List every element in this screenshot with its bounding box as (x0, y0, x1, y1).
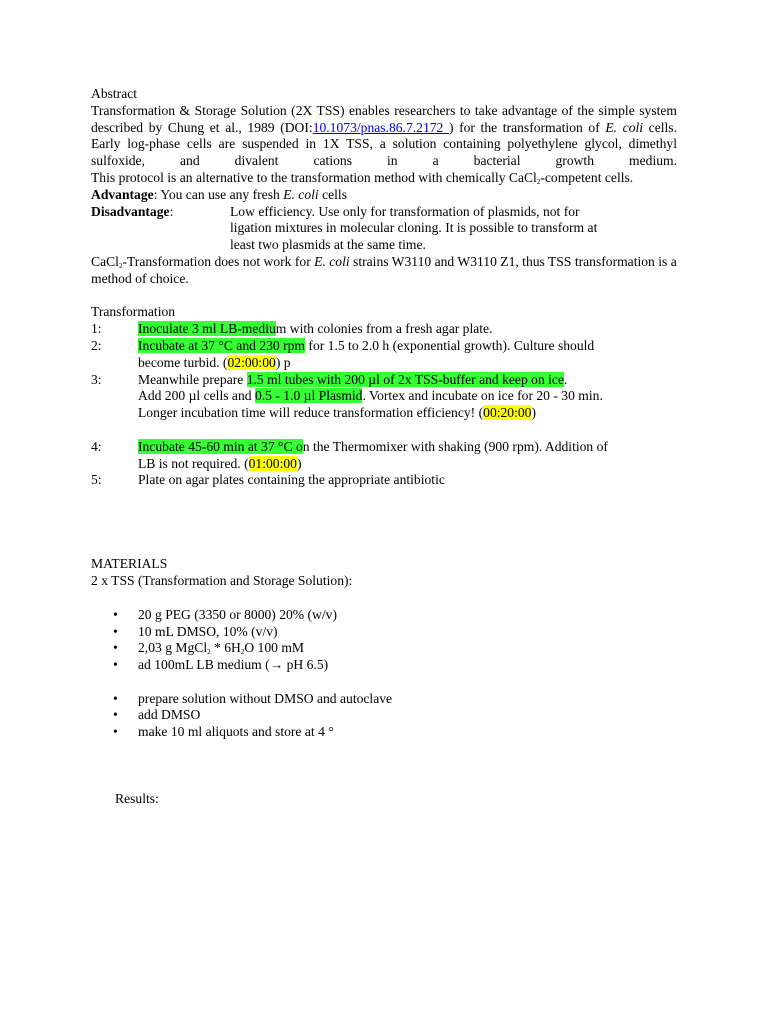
abstract-text: Transformation & Storage Solution (2X TSS) enables researchers to take advantage of the simple system described by Chung et al., 1989 (DOI: (91, 102, 677, 135)
document-page (91, 86, 677, 808)
text: ) (296, 455, 302, 471)
disadvantage-label: Disadvantage (91, 203, 170, 219)
list-item (91, 724, 677, 741)
text: ) p (275, 354, 291, 370)
list-item (91, 607, 677, 624)
advantage-label: Advantage (91, 186, 154, 202)
step-line (138, 456, 677, 473)
abstract-heading: Abstract (91, 86, 138, 101)
spacer (91, 523, 677, 540)
bullet-icon: • (113, 657, 118, 673)
timer-badge: 00:20:00 (483, 405, 532, 421)
text: CaCl (91, 253, 119, 269)
bullet-icon: • (113, 707, 118, 723)
disadvantage-line: least two plasmids at the same time. (230, 237, 426, 253)
list-item (91, 640, 677, 657)
step-line (138, 338, 677, 355)
procedure-list (91, 691, 677, 741)
doi-link[interactable]: 10.1073/pnas.86.7.2172 (312, 119, 449, 135)
text: -Transformation does not work for (122, 253, 315, 269)
text: 2,03 g MgCl (138, 640, 208, 656)
bullet-icon: • (113, 606, 118, 622)
abstract-text: cells. Early log-phase cells are suspended in 1X TSS, a solution containing polyethylene glycol, dimethyl sulfoxide, and divalent cations in a bacterial growth medium. (91, 119, 677, 169)
transformation-heading: Transformation (91, 304, 176, 320)
text: m with colonies from a fresh agar plate. (275, 321, 493, 337)
colon: : (169, 203, 174, 219)
text: This protocol is an alternative to the transformation method with chemically CaCl (91, 169, 537, 185)
bullet-icon: • (113, 623, 118, 639)
step-number: 2: (91, 337, 102, 353)
text: make 10 ml aliquots and store at 4 ° (138, 724, 334, 740)
text: prepare solution without DMSO and autoclave (138, 690, 393, 706)
highlight: Inoculate 3 ml LB-mediu (138, 321, 276, 337)
alternative-paragraph (91, 170, 677, 187)
species-name: E. coli (283, 186, 319, 202)
step-5 (91, 472, 677, 489)
highlight: 1.5 ml tubes with 200 µl of 2x TSS-buffer and keep on ice (246, 371, 564, 387)
highlight: Incubate at 37 °C and 230 rpm (138, 337, 306, 353)
highlight: Incubate 45-60 min at 37 °C o (138, 438, 303, 454)
text: . (564, 371, 568, 387)
step-line (138, 388, 677, 405)
timer-badge: 01:00:00 (248, 455, 297, 471)
cacl2-paragraph (91, 254, 677, 288)
spacer (91, 590, 677, 607)
text: : You can use any fresh (153, 186, 284, 202)
list-item (91, 624, 677, 641)
disadvantage-label-wrap (91, 204, 173, 221)
abstract-text: ) for the transformation of (448, 119, 606, 135)
highlight: 0.5 - 1.0 µl Plasmid (254, 388, 363, 404)
text: ) (531, 405, 537, 421)
text: for 1.5 to 2.0 h (exponential growth). Culture should (305, 337, 595, 353)
text: Add 200 µl cells and (138, 388, 255, 404)
spacer (91, 775, 677, 792)
text: * 6H (210, 640, 241, 656)
step-2 (91, 338, 677, 372)
spacer (91, 422, 677, 439)
species-name: E. coli (314, 253, 350, 269)
subscript: 2 (118, 261, 123, 270)
bullet-icon: • (113, 690, 118, 706)
step-number: 1: (91, 321, 102, 337)
step-number: 5: (91, 472, 102, 488)
spacer (91, 674, 677, 691)
results-label: Results: (115, 791, 159, 807)
subscript: 2 (207, 648, 211, 657)
text: cells (318, 186, 347, 202)
disadvantage-line: ligation mixtures in molecular cloning. It is possible to transform at (230, 220, 598, 236)
materials-heading: MATERIALS (91, 556, 168, 572)
list-item (91, 657, 677, 674)
step-1 (91, 321, 677, 338)
list-item (91, 691, 677, 708)
list-item (91, 707, 677, 724)
bullet-icon: • (113, 640, 118, 656)
subscript: 2 (536, 177, 541, 186)
text: become turbid. ( (138, 354, 228, 370)
text: n the Thermomixer with shaking (900 rpm). Addition of (302, 438, 608, 454)
step-number: 4: (91, 438, 102, 454)
spacer (91, 506, 677, 523)
step-line (138, 405, 677, 422)
text: . Vortex and incubate on ice for 20 - 30 min. (362, 388, 603, 404)
disadvantage-block (91, 204, 677, 254)
advantage-line (91, 187, 677, 204)
text: 20 g PEG (3350 or 8000) 20% (w/v) (138, 606, 337, 622)
species-name: E. coli (605, 119, 644, 135)
text: Plate on agar plates containing the appropriate antibiotic (138, 472, 445, 488)
disadvantage-line: Low efficiency. Use only for transformation of plasmids, not for (230, 203, 580, 219)
step-line (138, 372, 677, 389)
step-3 (91, 372, 677, 422)
materials-subheading: 2 x TSS (Transformation and Storage Solution): (91, 573, 353, 589)
subscript: 2 (240, 648, 245, 657)
text: Meanwhile prepare (138, 371, 247, 387)
step-4 (91, 439, 677, 473)
text: add DMSO (138, 707, 201, 723)
text: -competent cells. (540, 169, 634, 185)
text: O 100 mM (244, 640, 305, 656)
bullet-icon: • (113, 724, 118, 740)
text: LB is not required. ( (138, 455, 249, 471)
spacer (91, 288, 677, 305)
step-number: 3: (91, 371, 102, 387)
step-line (138, 355, 677, 372)
abstract-paragraph (91, 103, 677, 170)
timer-badge: 02:00:00 (227, 354, 276, 370)
text: 10 mL DMSO, 10% (v/v) (138, 623, 278, 639)
spacer (91, 741, 677, 758)
ingredients-list (91, 607, 677, 674)
text: strains W3110 and W3110 Z1, thus TSS transformation is a method of choice. (91, 253, 677, 286)
text: ad 100mL LB medium (→ pH 6.5) (138, 657, 329, 673)
step-line (138, 439, 677, 456)
text: Longer incubation time will reduce transformation efficiency! ( (138, 405, 484, 421)
spacer (91, 540, 677, 557)
spacer (91, 489, 677, 506)
spacer (91, 758, 677, 775)
